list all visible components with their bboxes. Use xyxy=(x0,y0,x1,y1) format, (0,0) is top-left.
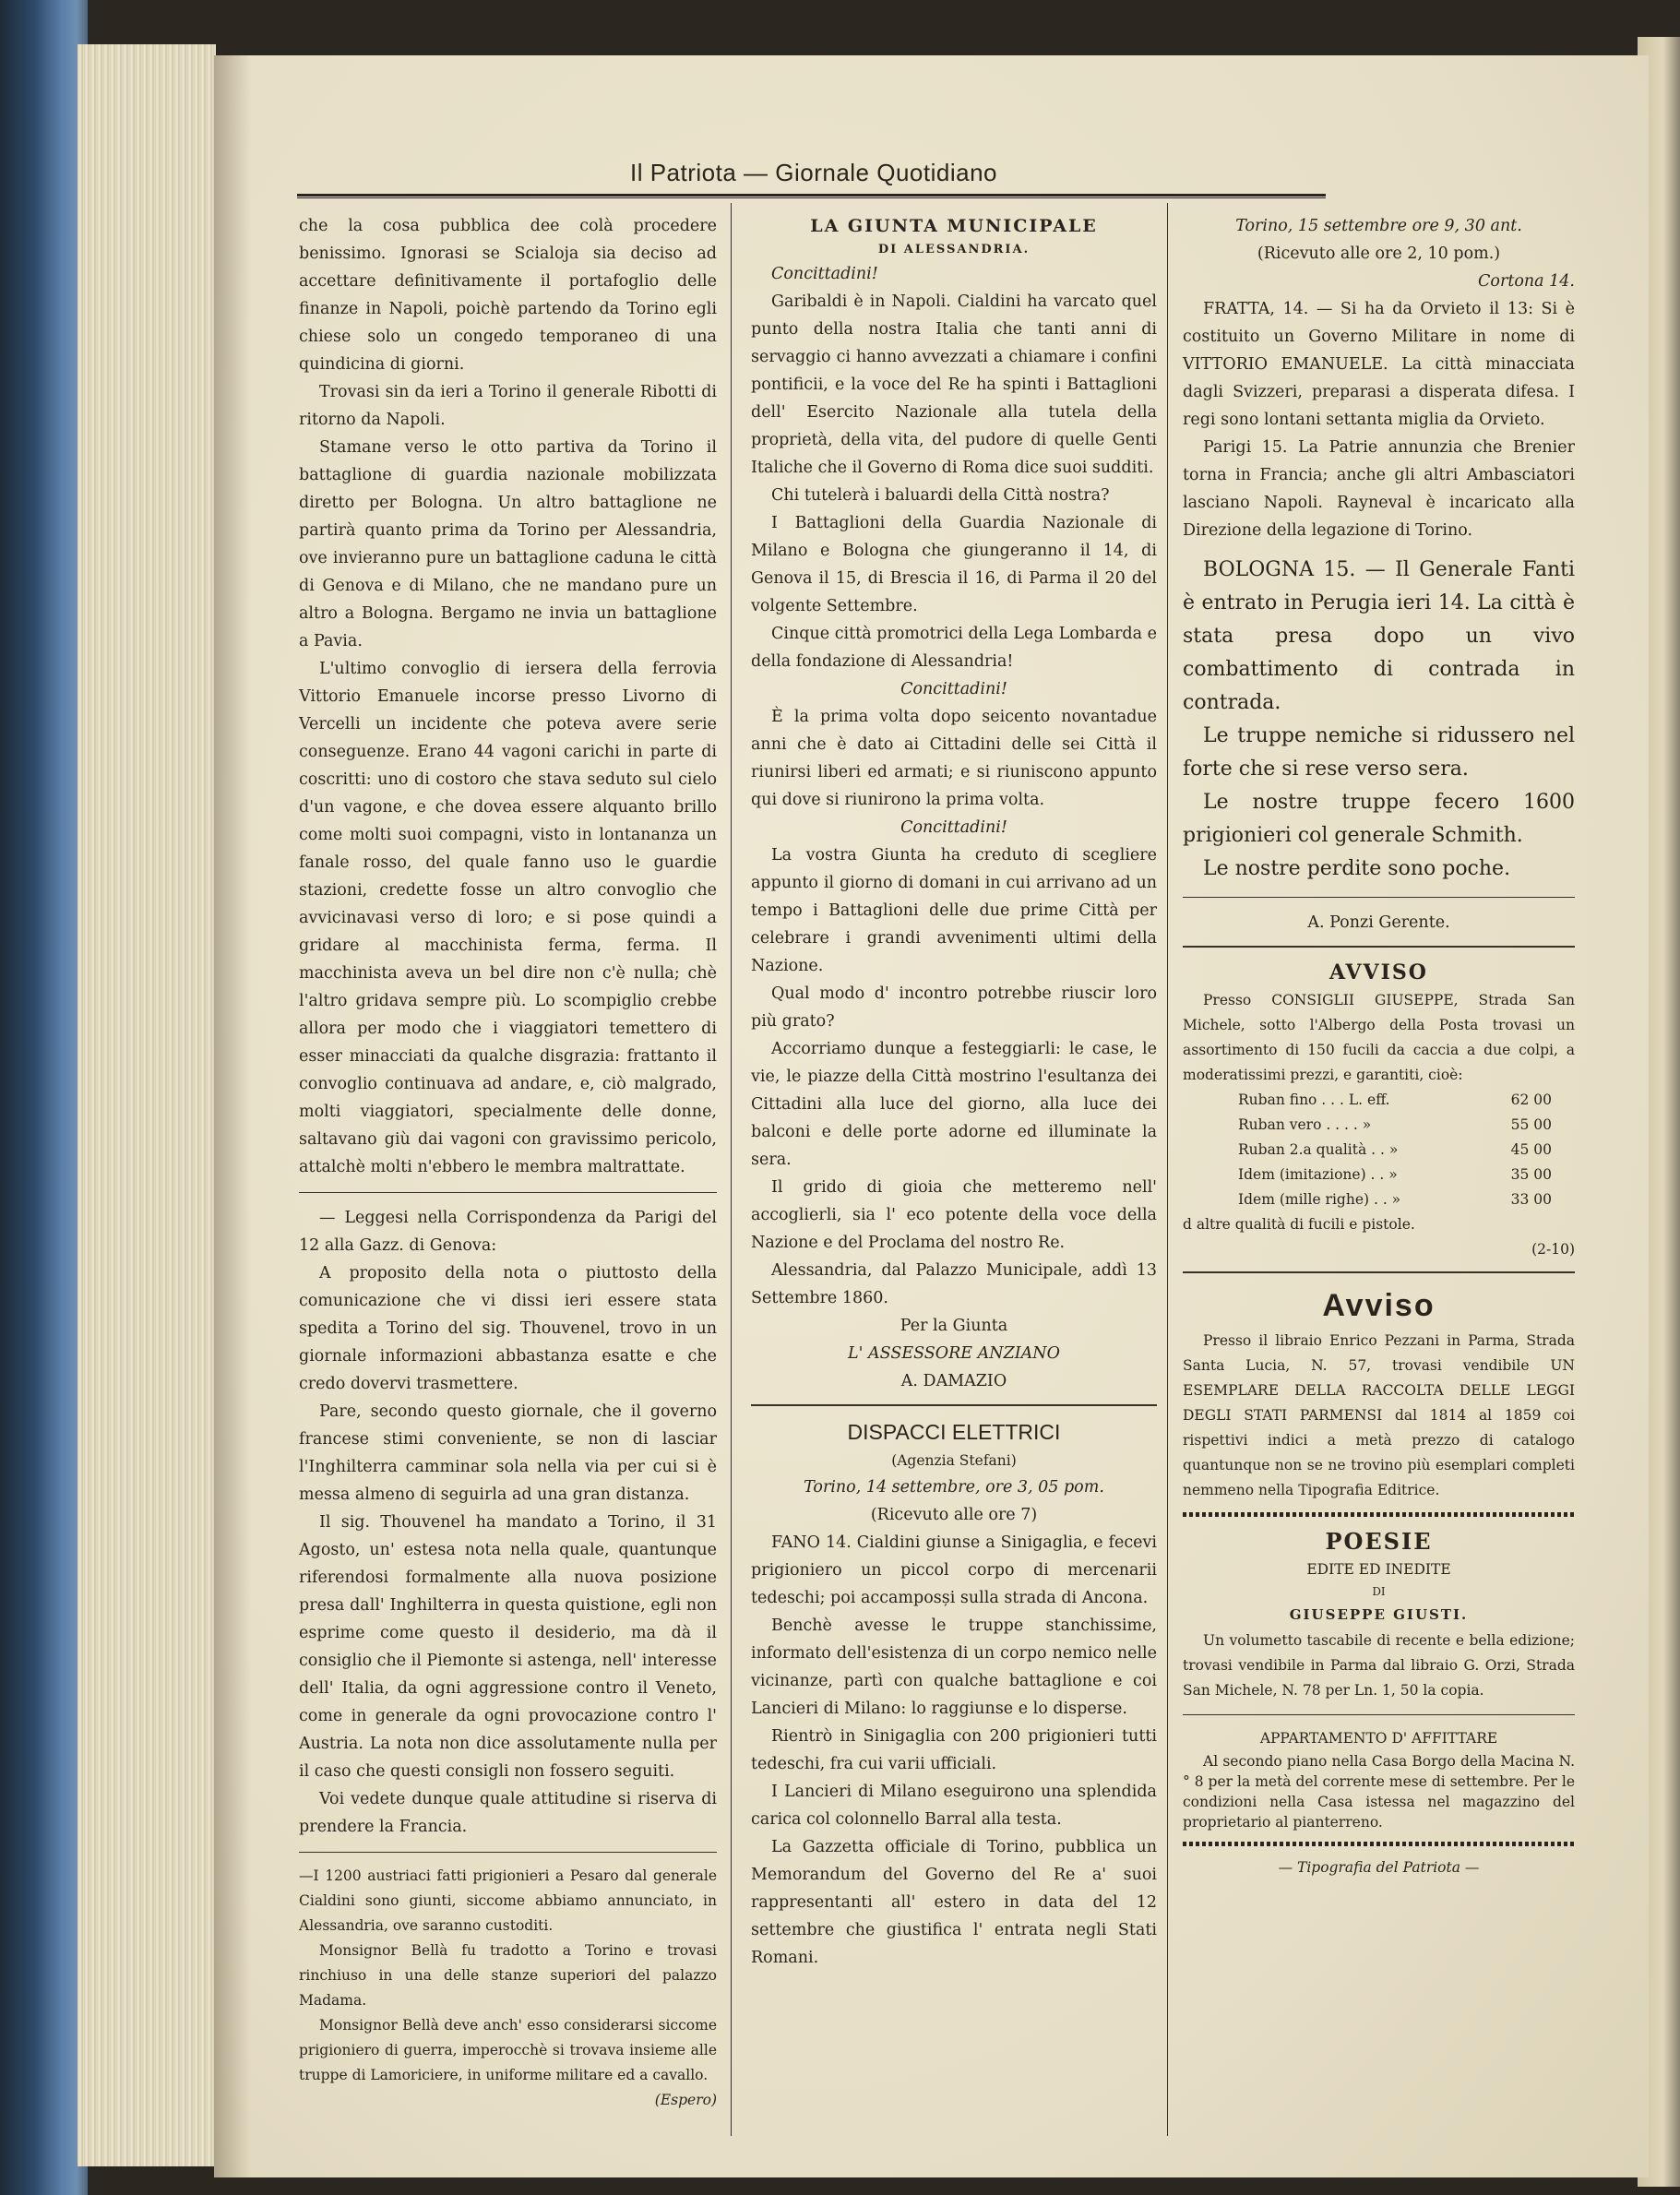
appartamento-text: Al secondo piano nella Casa Borgo della Macina N.° 8 per la metà del corrente mese di settembre. Per le condizioni nella Casa istessa nel magazzino del proprietario al pianterreno. xyxy=(1183,1753,1575,1831)
small-paragraph: Monsignor Bellà fu tradotto a Torino e trovasi rinchiuso in una delle stanze superiori del palazzo Madama. xyxy=(299,1942,717,2009)
avviso-footer: d altre qualità di fucili e pistole. xyxy=(1183,1216,1415,1233)
paragraph: Accorriamo dunque a festeggiarli: le case, le vie, le piazze della Città mostrino l'esultanza dei Cittadini alla luce del giorno, alla luce dei balconi e delle porte adorne ed illuminate la sera. xyxy=(751,1040,1157,1169)
price-row: Ruban 2.a qualità . . » 45 00 xyxy=(1238,1141,1552,1158)
poesie-subtitle: EDITE ED INEDITE xyxy=(1306,1561,1451,1578)
page-stack-edge xyxy=(77,44,216,2166)
avviso-title: Avviso xyxy=(1322,1288,1436,1323)
paragraph: La Gazzetta officiale di Torino, pubblica un Memorandum del Governo del Re a' suoi rappresentanti all' estero in data del 12 settembre che giustifica l' entrata negli Stati Romani. xyxy=(751,1838,1157,1967)
paragraph: Garibaldi è in Napoli. Cialdini ha varcato quel punto della nostra Italia che tanti anni di servaggio ci hanno avvezzati a chiamare i confini pontificii, e la voce del Re ha spinti i Battaglioni dell' Esercito Nazionale alla tutela della proprietà, della vita, del pudore di quelle Genti Italiche che il Governo di Roma dice suoi sudditi. xyxy=(751,292,1157,477)
headline-paragraph: Le nostre truppe fecero 1600 prigionieri col generale Schmith. xyxy=(1183,791,1575,847)
column-middle xyxy=(751,212,1157,1972)
section-divider xyxy=(1183,1271,1575,1273)
newspaper-page xyxy=(214,55,1649,2177)
avviso-title: AVVISO xyxy=(1329,960,1428,984)
avviso-text: Presso il libraio Enrico Pezzani in Parma, Strada Santa Lucia, N. 57, trovasi vendibile UN ESEMPLARE DELLA RACCOLTA DELLE LEGGI DEGLI STATI PARMENSI dal 1814 al 1859 coi rispettivi indici a metà prezzo di catalogo quantunque non se ne trovino più esemplari completi nemmeno nella Tipografia Editrice. xyxy=(1183,1332,1575,1498)
proclamation-subtitle: DI ALESSANDRIA. xyxy=(877,243,1031,256)
appartamento-title: APPARTAMENTO D' AFFITTARE xyxy=(1259,1730,1498,1747)
paragraph: FRATTA, 14. — Si ha da Orvieto il 13: Si è costituito un Governo Militare in nome di VITTORIO EMANUELE. La città minacciata dagli Svizzeri, preparasi a disperata difesa. I regi sono lontani settanta miglia da Orvieto. xyxy=(1183,300,1575,429)
paragraph: Stamane verso le otto partiva da Torino il battaglione di guardia nazionale mobilizzata diretto per Bologna. Un altro battaglione ne partirà quanto prima da Torino per Alessandria, ove invieranno pure un battaglione caduna le città di Genova e di Milano, che ne mandano pure un altro a Bologna. Bergamo ne invia un battaglione a Pavia. xyxy=(299,438,717,650)
section-divider xyxy=(1183,946,1575,948)
paragraph: Rientrò in Sinigaglia con 200 prigionieri tutti tedeschi, fra cui varii ufficiali. xyxy=(751,1727,1157,1773)
section-divider xyxy=(299,1852,717,1853)
signature-line: A. DAMAZIO xyxy=(900,1372,1007,1390)
salutation: Concittadini! xyxy=(771,265,878,283)
price-row: Ruban vero . . . . » 55 00 xyxy=(1238,1116,1552,1133)
book-binding xyxy=(0,0,88,2195)
column-divider xyxy=(1167,203,1168,2136)
paragraph: I Battaglioni della Guardia Nazionale di Milano e Bologna che giungeranno il 14, di Genova il 15, di Brescia il 16, di Parma il 20 del volgente Settembre. xyxy=(751,514,1157,615)
poesie-text: Un volumetto tascabile di recente e bella edizione; trovasi vendibile in Parma dal libraio G. Orzi, Strada San Michele, N. 78 per Ln. 1, 50 la copia. xyxy=(1183,1632,1575,1699)
source-credit: (Espero) xyxy=(654,2092,717,2108)
section-divider xyxy=(1183,897,1575,898)
gerente-line: A. Ponzi Gerente. xyxy=(1307,913,1450,932)
small-paragraph: —I 1200 austriaci fatti prigionieri a Pesaro dal generale Cialdini sono giunti, siccome abbiamo annunciato, in Alessandria, ove saranno custoditi. xyxy=(299,1867,717,1934)
masthead-title: Il Patriota — Giornale Quotidiano xyxy=(629,159,998,186)
price-row: Idem (mille righe) . . » 33 00 xyxy=(1238,1191,1552,1208)
paragraph: Il sig. Thouvenel ha mandato a Torino, il 31 Agosto, un' estesa nota nella quale, quantunque riferendosi formalmente alla nuova posizione presa dall' Inghilterra in questa quistione, egli non esprime come questo il desiderio, ma dà il consiglio che il Piemonte si astenga, nell' interesse dell' Italia, da ogni aggressione contro il Veneto, come in generale da ogni provocazione contro l' Austria. La nota non dice assolutamente nulla per il caso che questi consigli non fossero seguiti. xyxy=(299,1513,717,1781)
paragraph: Alessandria, dal Palazzo Municipale, addì 13 Settembre 1860. xyxy=(751,1261,1157,1307)
paragraph: È la prima volta dopo seicento novantadue anni che è dato ai Cittadini delle sei Città il riunirsi liberi ed armati; e si riuniscono appunto qui dove si riunirono la prima volta. xyxy=(751,708,1157,809)
paragraph: L'ultimo convoglio di iersera della ferrovia Vittorio Emanuele incorse presso Livorno di Vercelli un incidente che poteva avere serie conseguenze. Erano 44 vagoni carichi in parte di coscritti: uno di costoro che stava seduto sul cielo d'un vagone, e che dovea essere alquanto brillo come molti suoi compagni, visto in lontananza un fanale rosso, del quale fanno uso le guardie stazioni, credette fosse un altro convoglio che avvicinavasi verso di loro; e si pose quindi a gridare al macchinista ferma, ferma. Il macchinista aveva un bel dire non c'è nulla; chè l'altro gridava sempre più. Lo scompiglio crebbe allora per modo che i viaggiatori temettero di esser minacciati da qualche disgrazia: frattanto il convoglio continuava ad andare, e, ciò malgrado, molti viaggiatori, specialmente delle donne, saltavano giù dai vagoni con gravissimo pericolo, attalchè molti n'ebbero le membra maltrattate. xyxy=(299,660,717,1176)
headline-paragraph: Le nostre perdite sono poche. xyxy=(1203,857,1511,880)
proclamation-title: LA GIUNTA MUNICIPALE xyxy=(810,216,1098,236)
headline-paragraph: Le truppe nemiche si ridussero nel forte che si rese verso sera. xyxy=(1183,724,1575,781)
dispacci-agency: (Agenzia Stefani) xyxy=(891,1452,1017,1469)
headline-paragraph: BOLOGNA 15. — Il Generale Fanti è entrato in Perugia ieri 14. La città è stata presa dopo un vivo combattimento di contrada in contrada. xyxy=(1183,558,1575,714)
paragraph: Benchè avesse le truppe stanchissime, informato dell'esistenza di un corpo nemico nelle vicinanze, partì con qualche battaglione e coi Lancieri di Milano: lo raggiunse e lo disperse. xyxy=(751,1616,1157,1718)
paragraph: I Lancieri di Milano eseguirono una splendida carica col colonnello Barral alla testa. xyxy=(751,1783,1157,1829)
signature-line: Per la Giunta xyxy=(900,1317,1008,1335)
column-divider xyxy=(731,203,732,2136)
section-divider xyxy=(751,1404,1157,1406)
price-row: Ruban fino . . . L. eff. 62 00 xyxy=(1238,1092,1552,1108)
ornamental-rule xyxy=(1183,1512,1575,1517)
paragraph: Il grido di gioia che metteremo nell' accoglierli, sia l' eco potente della voce della Nazione e del Proclama del nostro Re. xyxy=(751,1178,1157,1252)
avviso-text: Presso CONSIGLII GIUSEPPE, Strada San Michele, sotto l'Albergo della Posta trovasi un assortimento di 150 fucili da caccia a due colpi, a moderatissimi prezzi, e garantiti, cioè: xyxy=(1183,992,1575,1083)
paragraph: A proposito della nota o piuttosto della comunicazione che vi dissi ieri essere stata spedita a Torino del sig. Thouvenel, trovo in un giornale informazioni abbastanza esatte e che credo dovervi trasmettere. xyxy=(299,1264,717,1393)
dispatch-place: Cortona 14. xyxy=(1478,272,1575,291)
dispatch-received: (Ricevuto alle ore 2, 10 pom.) xyxy=(1257,245,1501,263)
paragraph: Pare, secondo questo giornale, che il governo francese stimi conveniente, se non di lasciar l'Inghilterra camminar sola nella via per cui si è messa almeno di seguirla ad una gran distanza. xyxy=(299,1402,717,1504)
salutation: Concittadini! xyxy=(900,818,1007,837)
paragraph: Chi tutelerà i baluardi della Città nostra? xyxy=(771,486,1110,505)
section-divider xyxy=(1183,1714,1575,1715)
dispacci-title: DISPACCI ELETTRICI xyxy=(847,1420,1061,1444)
signature-line: L' ASSESSORE ANZIANO xyxy=(848,1344,1060,1363)
paragraph: La vostra Giunta ha creduto di scegliere appunto il giorno di domani in cui arrivano ad un tempo i Battaglioni delle due prime Città per celebrare i grandi avvenimenti ultimi della Nazione. xyxy=(751,846,1157,975)
poesie-di: DI xyxy=(1372,1585,1386,1598)
column-right xyxy=(1183,212,1575,1880)
paragraph: Trovasi sin da ieri a Torino il generale Ribotti di ritorno da Napoli. xyxy=(299,383,717,429)
paragraph: che la cosa pubblica dee colà procedere benissimo. Ignorasi se Scialoja sia deciso ad accettare definitivamente il portafoglio delle finanze in Napoli, poichè partendo da Torino egli chiese solo un congedo temporaneo di una quindicina di giorni. xyxy=(299,217,717,374)
masthead-rule xyxy=(297,194,1326,198)
paragraph: Parigi 15. La Patrie annunzia che Brenier torna in Francia; anche gli altri Ambasciatori lasciano Napoli. Rayneval è incaricato alla Direzione della legazione di Torino. xyxy=(1183,438,1575,540)
small-paragraph: Monsignor Bellà deve anch' esso considerarsi siccome prigioniero di guerra, imperocchè si trovava insieme alle truppe di Lamoriciere, in uniforme militare ed a cavallo. xyxy=(299,2017,717,2083)
dispacci-received: (Ricevuto alle ore 7) xyxy=(870,1506,1038,1524)
price-row: Idem (imitazione) . . » 35 00 xyxy=(1238,1166,1552,1183)
paragraph: — Leggesi nella Corrispondenza da Parigi del 12 alla Gazz. di Genova: xyxy=(299,1209,717,1255)
poesie-title: POESIE xyxy=(1325,1528,1433,1555)
column-left xyxy=(299,212,717,2113)
paragraph: Cinque città promotrici della Lega Lombarda e della fondazione di Alessandria! xyxy=(751,625,1157,671)
dispatch-date: Torino, 15 settembre ore 9, 30 ant. xyxy=(1235,217,1522,235)
salutation: Concittadini! xyxy=(900,680,1007,698)
ornamental-rule xyxy=(1183,1842,1575,1846)
avviso-reference: (2-10) xyxy=(1531,1241,1575,1258)
paragraph: FANO 14. Cialdini giunse a Sinigaglia, e fecevi prigioniero un piccol corpo di mercenarii tedeschi; poi accamposși sulla strada di Ancona. xyxy=(751,1533,1157,1607)
section-divider xyxy=(299,1192,717,1193)
dispacci-date: Torino, 14 settembre, ore 3, 05 pom. xyxy=(804,1478,1104,1497)
paragraph: Qual modo d' incontro potrebbe riuscir loro più grato? xyxy=(751,984,1157,1031)
poesie-author: GIUSEPPE GIUSTI. xyxy=(1289,1606,1469,1623)
paragraph: Voi vedete dunque quale attitudine si riserva di prendere la Francia. xyxy=(299,1790,717,1836)
tipografia-line: — Tipografia del Patriota — xyxy=(1278,1859,1480,1876)
